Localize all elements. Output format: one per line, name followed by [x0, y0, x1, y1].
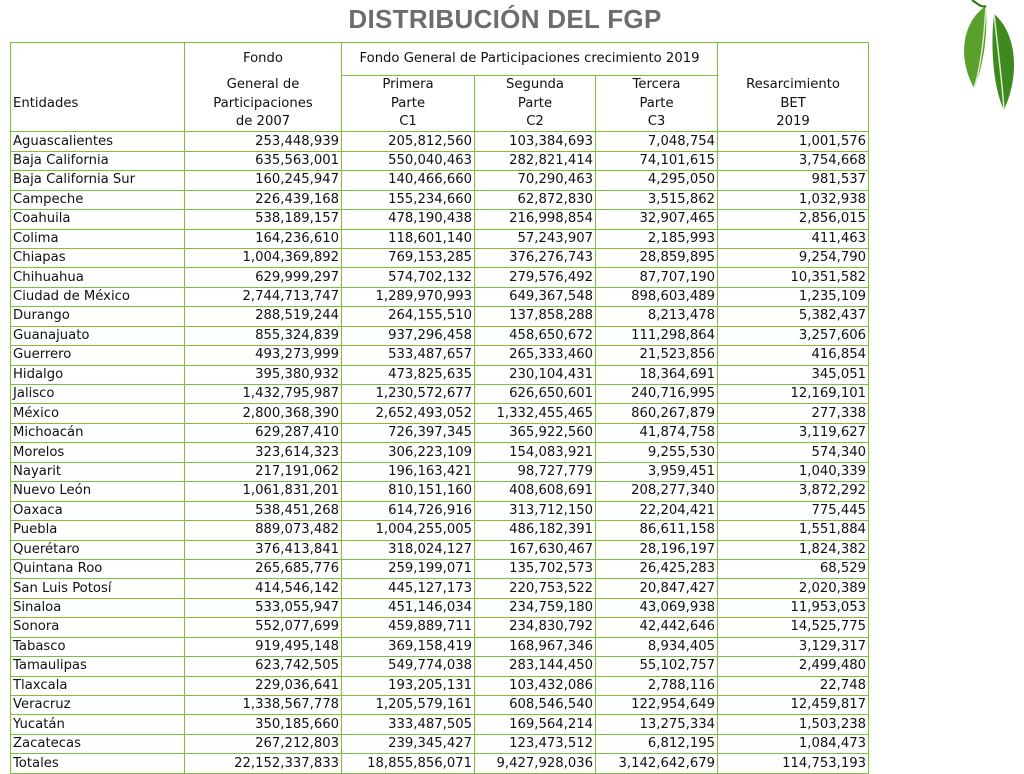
cell-primera-parte-c1: 1,004,255,005: [342, 521, 475, 540]
cell-tercera-parte-c3: 3,959,451: [596, 462, 718, 481]
cell-resarcimiento-bet: 574,340: [718, 443, 869, 462]
cell-general-participaciones: 2,744,713,747: [185, 287, 342, 306]
cell-segunda-parte-c2: 216,998,854: [475, 210, 596, 229]
cell-primera-parte-c1: 726,397,345: [342, 423, 475, 442]
cell-resarcimiento-bet: 11,953,053: [718, 598, 869, 617]
cell-entidad: Guanajuato: [11, 326, 185, 345]
header-general-de: General de: [185, 76, 342, 95]
cell-primera-parte-c1: 533,487,657: [342, 346, 475, 365]
cell-entidad: Sinaloa: [11, 598, 185, 617]
cell-general-participaciones: 253,448,939: [185, 132, 342, 151]
cell-entidad: Tabasco: [11, 637, 185, 656]
cell-entidad: Yucatán: [11, 715, 185, 734]
cell-primera-parte-c1: 769,153,285: [342, 248, 475, 267]
cell-tercera-parte-c3: 43,069,938: [596, 598, 718, 617]
cell-primera-parte-c1: 614,726,916: [342, 501, 475, 520]
cell-tercera-parte-c3: 28,196,197: [596, 540, 718, 559]
cell-general-participaciones: 350,185,660: [185, 715, 342, 734]
header-primera: Primera: [342, 76, 475, 95]
header-row-2: [11, 76, 869, 95]
cell-tercera-parte-c3: 240,716,995: [596, 385, 718, 404]
cell-entidad: Totales: [11, 754, 185, 773]
cell-primera-parte-c1: 264,155,510: [342, 307, 475, 326]
cell-segunda-parte-c2: 168,967,346: [475, 637, 596, 656]
cell-entidad: Veracruz: [11, 696, 185, 715]
cell-general-participaciones: 1,432,795,987: [185, 385, 342, 404]
cell-segunda-parte-c2: 376,276,743: [475, 248, 596, 267]
totals-row: [11, 754, 869, 773]
cell-entidad: Durango: [11, 307, 185, 326]
cell-primera-parte-c1: 18,855,856,071: [342, 754, 475, 773]
header-parte-1: Parte: [342, 94, 475, 112]
cell-resarcimiento-bet: 1,032,938: [718, 190, 869, 209]
table-row: [11, 598, 869, 617]
cell-resarcimiento-bet: 1,824,382: [718, 540, 869, 559]
cell-resarcimiento-bet: 3,872,292: [718, 482, 869, 501]
cell-segunda-parte-c2: 365,922,560: [475, 423, 596, 442]
table-row: [11, 637, 869, 656]
cell-general-participaciones: 265,685,776: [185, 559, 342, 578]
cell-resarcimiento-bet: 14,525,775: [718, 618, 869, 637]
cell-resarcimiento-bet: 2,020,389: [718, 579, 869, 598]
cell-entidad: Sonora: [11, 618, 185, 637]
cell-entidad: Morelos: [11, 443, 185, 462]
table-row: [11, 715, 869, 734]
cell-segunda-parte-c2: 265,333,460: [475, 346, 596, 365]
cell-tercera-parte-c3: 860,267,879: [596, 404, 718, 423]
cell-resarcimiento-bet: 12,169,101: [718, 385, 869, 404]
cell-resarcimiento-bet: 345,051: [718, 365, 869, 384]
cell-general-participaciones: 267,212,803: [185, 734, 342, 753]
table-row: [11, 326, 869, 345]
cell-resarcimiento-bet: 1,235,109: [718, 287, 869, 306]
cell-tercera-parte-c3: 898,603,489: [596, 287, 718, 306]
cell-resarcimiento-bet: 981,537: [718, 171, 869, 190]
cell-general-participaciones: 229,036,641: [185, 676, 342, 695]
cell-general-participaciones: 533,055,947: [185, 598, 342, 617]
table-row: [11, 579, 869, 598]
table-row: [11, 190, 869, 209]
cell-segunda-parte-c2: 98,727,779: [475, 462, 596, 481]
cell-segunda-parte-c2: 123,473,512: [475, 734, 596, 753]
cell-tercera-parte-c3: 32,907,465: [596, 210, 718, 229]
leaf-decoration-icon: [934, 0, 1024, 130]
cell-resarcimiento-bet: 3,129,317: [718, 637, 869, 656]
cell-general-participaciones: 288,519,244: [185, 307, 342, 326]
cell-tercera-parte-c3: 41,874,758: [596, 423, 718, 442]
header-tercera: Tercera: [596, 76, 718, 95]
table-row: [11, 559, 869, 578]
fgp-distribution-table: [10, 42, 869, 774]
cell-tercera-parte-c3: 208,277,340: [596, 482, 718, 501]
table-row: [11, 307, 869, 326]
cell-tercera-parte-c3: 28,859,895: [596, 248, 718, 267]
cell-tercera-parte-c3: 8,934,405: [596, 637, 718, 656]
table-row: [11, 501, 869, 520]
cell-resarcimiento-bet: 3,257,606: [718, 326, 869, 345]
cell-general-participaciones: 164,236,610: [185, 229, 342, 248]
cell-tercera-parte-c3: 2,185,993: [596, 229, 718, 248]
cell-general-participaciones: 855,324,839: [185, 326, 342, 345]
cell-segunda-parte-c2: 169,564,214: [475, 715, 596, 734]
cell-entidad: Puebla: [11, 521, 185, 540]
cell-general-participaciones: 395,380,932: [185, 365, 342, 384]
header-row-4: [11, 113, 869, 132]
header-c3: C3: [596, 113, 718, 132]
table-row: [11, 676, 869, 695]
cell-segunda-parte-c2: 103,384,693: [475, 132, 596, 151]
cell-resarcimiento-bet: 277,338: [718, 404, 869, 423]
cell-tercera-parte-c3: 22,204,421: [596, 501, 718, 520]
cell-primera-parte-c1: 140,466,660: [342, 171, 475, 190]
cell-primera-parte-c1: 333,487,505: [342, 715, 475, 734]
header-parte-2: Parte: [475, 94, 596, 112]
cell-primera-parte-c1: 937,296,458: [342, 326, 475, 345]
cell-general-participaciones: 323,614,323: [185, 443, 342, 462]
cell-entidad: Hidalgo: [11, 365, 185, 384]
cell-segunda-parte-c2: 313,712,150: [475, 501, 596, 520]
cell-general-participaciones: 1,338,567,778: [185, 696, 342, 715]
cell-entidad: Nuevo León: [11, 482, 185, 501]
cell-segunda-parte-c2: 137,858,288: [475, 307, 596, 326]
table-row: [11, 365, 869, 384]
cell-segunda-parte-c2: 234,830,792: [475, 618, 596, 637]
cell-entidad: San Luis Potosí: [11, 579, 185, 598]
cell-resarcimiento-bet: 411,463: [718, 229, 869, 248]
cell-entidad: Tamaulipas: [11, 657, 185, 676]
header-resarcimiento: Resarcimiento: [718, 76, 869, 95]
cell-entidad: Baja California Sur: [11, 171, 185, 190]
cell-resarcimiento-bet: 1,551,884: [718, 521, 869, 540]
cell-entidad: Chihuahua: [11, 268, 185, 287]
cell-resarcimiento-bet: 3,119,627: [718, 423, 869, 442]
cell-tercera-parte-c3: 8,213,478: [596, 307, 718, 326]
cell-tercera-parte-c3: 20,847,427: [596, 579, 718, 598]
cell-general-participaciones: 2,800,368,390: [185, 404, 342, 423]
table-row: [11, 346, 869, 365]
cell-general-participaciones: 538,451,268: [185, 501, 342, 520]
cell-general-participaciones: 919,495,148: [185, 637, 342, 656]
table-row: [11, 248, 869, 267]
cell-primera-parte-c1: 118,601,140: [342, 229, 475, 248]
table-row: [11, 540, 869, 559]
table-row: [11, 657, 869, 676]
cell-entidad: Querétaro: [11, 540, 185, 559]
header-row-3: [11, 94, 869, 112]
cell-segunda-parte-c2: 458,650,672: [475, 326, 596, 345]
cell-tercera-parte-c3: 2,788,116: [596, 676, 718, 695]
header-c2: C2: [475, 113, 596, 132]
cell-primera-parte-c1: 550,040,463: [342, 151, 475, 170]
cell-segunda-parte-c2: 135,702,573: [475, 559, 596, 578]
cell-segunda-parte-c2: 234,759,180: [475, 598, 596, 617]
table-row: [11, 443, 869, 462]
cell-segunda-parte-c2: 608,546,540: [475, 696, 596, 715]
cell-primera-parte-c1: 306,223,109: [342, 443, 475, 462]
cell-general-participaciones: 217,191,062: [185, 462, 342, 481]
cell-entidad: Baja California: [11, 151, 185, 170]
cell-primera-parte-c1: 259,199,071: [342, 559, 475, 578]
table-row: [11, 482, 869, 501]
cell-tercera-parte-c3: 4,295,050: [596, 171, 718, 190]
cell-tercera-parte-c3: 3,142,642,679: [596, 754, 718, 773]
cell-general-participaciones: 623,742,505: [185, 657, 342, 676]
cell-general-participaciones: 635,563,001: [185, 151, 342, 170]
cell-tercera-parte-c3: 21,523,856: [596, 346, 718, 365]
cell-resarcimiento-bet: 114,753,193: [718, 754, 869, 773]
cell-primera-parte-c1: 1,205,579,161: [342, 696, 475, 715]
cell-general-participaciones: 538,189,157: [185, 210, 342, 229]
cell-resarcimiento-bet: 9,254,790: [718, 248, 869, 267]
cell-primera-parte-c1: 445,127,173: [342, 579, 475, 598]
cell-entidad: México: [11, 404, 185, 423]
cell-entidad: Aguascalientes: [11, 132, 185, 151]
cell-general-participaciones: 552,077,699: [185, 618, 342, 637]
cell-segunda-parte-c2: 1,332,455,465: [475, 404, 596, 423]
header-bet: BET: [718, 94, 869, 112]
cell-primera-parte-c1: 2,652,493,052: [342, 404, 475, 423]
cell-segunda-parte-c2: 282,821,414: [475, 151, 596, 170]
cell-segunda-parte-c2: 626,650,601: [475, 385, 596, 404]
cell-entidad: Colima: [11, 229, 185, 248]
cell-tercera-parte-c3: 55,102,757: [596, 657, 718, 676]
cell-resarcimiento-bet: 5,382,437: [718, 307, 869, 326]
cell-primera-parte-c1: 810,151,160: [342, 482, 475, 501]
cell-resarcimiento-bet: 68,529: [718, 559, 869, 578]
cell-primera-parte-c1: 155,234,660: [342, 190, 475, 209]
cell-segunda-parte-c2: 408,608,691: [475, 482, 596, 501]
cell-primera-parte-c1: 239,345,427: [342, 734, 475, 753]
cell-resarcimiento-bet: 3,754,668: [718, 151, 869, 170]
cell-resarcimiento-bet: 2,856,015: [718, 210, 869, 229]
header-entidades: Entidades: [11, 94, 185, 112]
cell-tercera-parte-c3: 3,515,862: [596, 190, 718, 209]
cell-segunda-parte-c2: 279,576,492: [475, 268, 596, 287]
cell-primera-parte-c1: 478,190,438: [342, 210, 475, 229]
cell-resarcimiento-bet: 2,499,480: [718, 657, 869, 676]
table-row: [11, 287, 869, 306]
cell-general-participaciones: 226,439,168: [185, 190, 342, 209]
header-fondo: Fondo: [185, 43, 342, 76]
cell-entidad: Oaxaca: [11, 501, 185, 520]
cell-entidad: Zacatecas: [11, 734, 185, 753]
cell-entidad: Michoacán: [11, 423, 185, 442]
cell-general-participaciones: 629,287,410: [185, 423, 342, 442]
header-de-2007: de 2007: [185, 113, 342, 132]
cell-tercera-parte-c3: 26,425,283: [596, 559, 718, 578]
cell-general-participaciones: 22,152,337,833: [185, 754, 342, 773]
cell-resarcimiento-bet: 775,445: [718, 501, 869, 520]
cell-tercera-parte-c3: 7,048,754: [596, 132, 718, 151]
cell-primera-parte-c1: 205,812,560: [342, 132, 475, 151]
table-row: [11, 385, 869, 404]
cell-general-participaciones: 493,273,999: [185, 346, 342, 365]
table-row: [11, 618, 869, 637]
cell-segunda-parte-c2: 154,083,921: [475, 443, 596, 462]
cell-general-participaciones: 1,004,369,892: [185, 248, 342, 267]
header-parte-3: Parte: [596, 94, 718, 112]
cell-entidad: Nayarit: [11, 462, 185, 481]
table-row: [11, 210, 869, 229]
cell-tercera-parte-c3: 9,255,530: [596, 443, 718, 462]
cell-entidad: Quintana Roo: [11, 559, 185, 578]
header-c1: C1: [342, 113, 475, 132]
header-participaciones: Participaciones: [185, 94, 342, 112]
header-2019: 2019: [718, 113, 869, 132]
cell-segunda-parte-c2: 220,753,522: [475, 579, 596, 598]
cell-entidad: Tlaxcala: [11, 676, 185, 695]
header-fgp-crecimiento: Fondo General de Participaciones crecimiento 2019: [342, 43, 718, 76]
cell-tercera-parte-c3: 6,812,195: [596, 734, 718, 753]
cell-entidad: Ciudad de México: [11, 287, 185, 306]
header-blank-cell: [11, 113, 185, 132]
cell-entidad: Campeche: [11, 190, 185, 209]
table-row: [11, 229, 869, 248]
cell-tercera-parte-c3: 111,298,864: [596, 326, 718, 345]
cell-segunda-parte-c2: 9,427,928,036: [475, 754, 596, 773]
table-row: [11, 462, 869, 481]
cell-resarcimiento-bet: 416,854: [718, 346, 869, 365]
cell-tercera-parte-c3: 42,442,646: [596, 618, 718, 637]
cell-resarcimiento-bet: 1,001,576: [718, 132, 869, 151]
header-segunda: Segunda: [475, 76, 596, 95]
cell-primera-parte-c1: 473,825,635: [342, 365, 475, 384]
cell-tercera-parte-c3: 74,101,615: [596, 151, 718, 170]
table-row: [11, 171, 869, 190]
cell-tercera-parte-c3: 87,707,190: [596, 268, 718, 287]
cell-primera-parte-c1: 459,889,711: [342, 618, 475, 637]
cell-segunda-parte-c2: 230,104,431: [475, 365, 596, 384]
cell-entidad: Chiapas: [11, 248, 185, 267]
table-row: [11, 132, 869, 151]
cell-segunda-parte-c2: 62,872,830: [475, 190, 596, 209]
table-row: [11, 696, 869, 715]
cell-segunda-parte-c2: 486,182,391: [475, 521, 596, 540]
cell-primera-parte-c1: 1,289,970,993: [342, 287, 475, 306]
cell-segunda-parte-c2: 103,432,086: [475, 676, 596, 695]
cell-primera-parte-c1: 369,158,419: [342, 637, 475, 656]
cell-primera-parte-c1: 549,774,038: [342, 657, 475, 676]
table-row: [11, 423, 869, 442]
cell-resarcimiento-bet: 1,503,238: [718, 715, 869, 734]
cell-tercera-parte-c3: 13,275,334: [596, 715, 718, 734]
cell-general-participaciones: 629,999,297: [185, 268, 342, 287]
cell-entidad: Jalisco: [11, 385, 185, 404]
cell-resarcimiento-bet: 1,084,473: [718, 734, 869, 753]
cell-segunda-parte-c2: 57,243,907: [475, 229, 596, 248]
header-row-1: [11, 43, 869, 76]
cell-tercera-parte-c3: 122,954,649: [596, 696, 718, 715]
cell-primera-parte-c1: 574,702,132: [342, 268, 475, 287]
cell-primera-parte-c1: 1,230,572,677: [342, 385, 475, 404]
cell-general-participaciones: 376,413,841: [185, 540, 342, 559]
table-row: [11, 404, 869, 423]
cell-segunda-parte-c2: 283,144,450: [475, 657, 596, 676]
cell-primera-parte-c1: 196,163,421: [342, 462, 475, 481]
cell-resarcimiento-bet: 10,351,582: [718, 268, 869, 287]
page-title: DISTRIBUCIÓN DEL FGP: [348, 4, 662, 34]
cell-tercera-parte-c3: 86,611,158: [596, 521, 718, 540]
cell-general-participaciones: 414,546,142: [185, 579, 342, 598]
cell-segunda-parte-c2: 649,367,548: [475, 287, 596, 306]
cell-entidad: Guerrero: [11, 346, 185, 365]
cell-general-participaciones: 1,061,831,201: [185, 482, 342, 501]
cell-resarcimiento-bet: 1,040,339: [718, 462, 869, 481]
table-row: [11, 151, 869, 170]
cell-primera-parte-c1: 318,024,127: [342, 540, 475, 559]
cell-general-participaciones: 160,245,947: [185, 171, 342, 190]
table-row: [11, 521, 869, 540]
cell-segunda-parte-c2: 167,630,467: [475, 540, 596, 559]
table-row: [11, 734, 869, 753]
header-blank-cell: [11, 76, 185, 95]
cell-primera-parte-c1: 451,146,034: [342, 598, 475, 617]
cell-primera-parte-c1: 193,205,131: [342, 676, 475, 695]
header-blank-cell: [718, 43, 869, 76]
cell-general-participaciones: 889,073,482: [185, 521, 342, 540]
cell-segunda-parte-c2: 70,290,463: [475, 171, 596, 190]
table-row: [11, 268, 869, 287]
cell-resarcimiento-bet: 12,459,817: [718, 696, 869, 715]
cell-resarcimiento-bet: 22,748: [718, 676, 869, 695]
cell-tercera-parte-c3: 18,364,691: [596, 365, 718, 384]
cell-entidad: Coahuila: [11, 210, 185, 229]
header-blank-cell: [11, 43, 185, 76]
